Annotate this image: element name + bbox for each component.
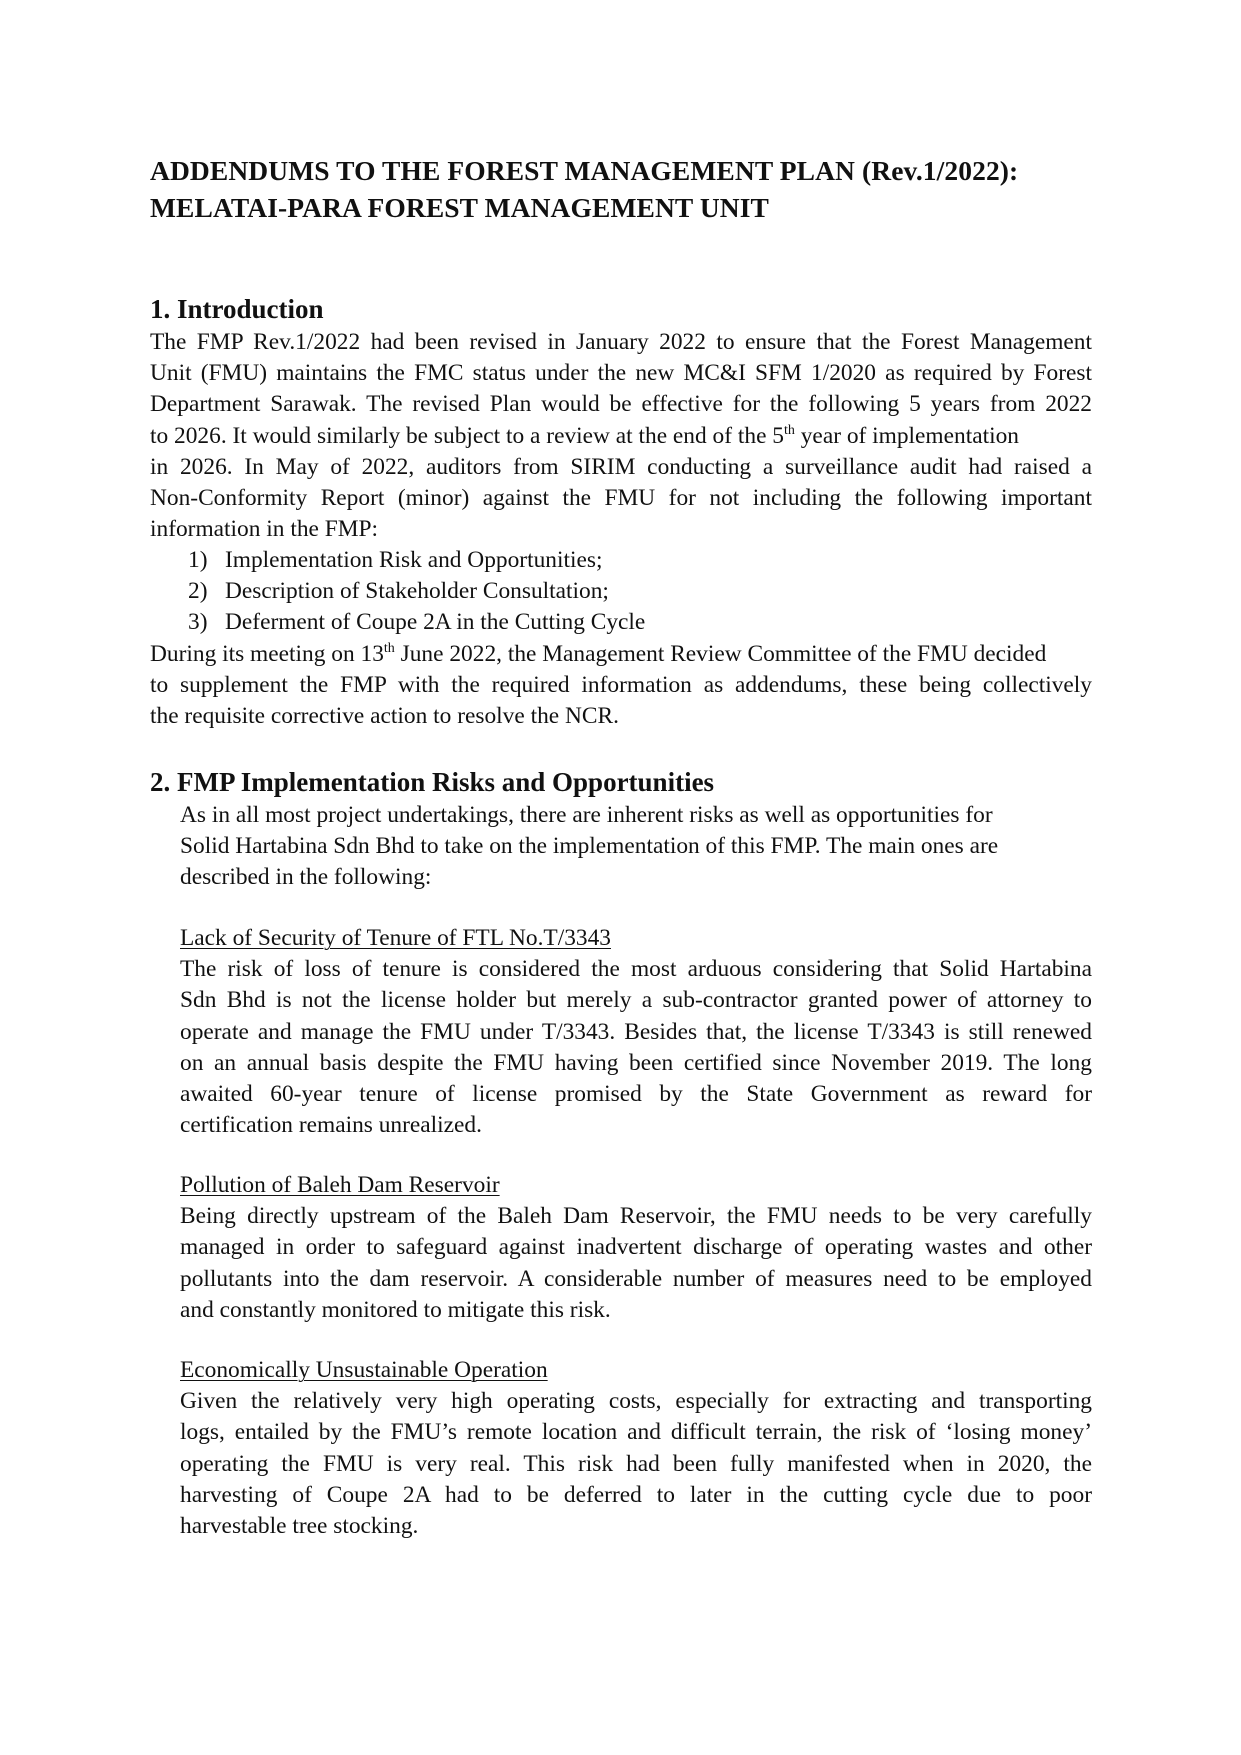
risks-intro-line-2: Solid Hartabina Sdn Bhd to take on the implementation of this FMP. The main ones are (180, 833, 999, 860)
risk-economic (180, 1355, 1092, 1542)
list-item (188, 576, 645, 607)
risk-pollution-line-1: Being directly upstream of the Baleh Dam Reservoir, the FMU needs to be very carefully (180, 1203, 1092, 1230)
addendum-list (188, 545, 645, 639)
decision-line-3: the requisite corrective action to resolve the NCR. (150, 703, 619, 730)
intro-line-4-tail: year of implementation (794, 422, 1019, 449)
list-number: 1) (188, 547, 208, 573)
list-item (188, 607, 645, 638)
decision-line-1-tail: June 2022, the Management Review Committee of the FMU decided (394, 641, 1047, 667)
decision-line-1-head: During its meeting on 13 (150, 641, 384, 667)
intro-line-5: in 2026. In May of 2022, auditors from SIRIM conducting a surveillance audit had raised a (150, 453, 1092, 480)
risk-tenure-line-1: The risk of loss of tenure is considered the most arduous considering that Solid Hartabina (180, 956, 1092, 983)
ordinal-suffix: th (784, 422, 795, 438)
risk-pollution-title: Pollution of Baleh Dam Reservoir (180, 1172, 500, 1198)
risks-intro-line-3: described in the following: (180, 864, 432, 891)
risk-economic-title: Economically Unsustainable Operation (180, 1357, 548, 1383)
list-item (188, 545, 645, 576)
risk-pollution-line-3: pollutants into the dam reservoir. A considerable number of measures need to be employed (180, 1265, 1092, 1292)
ordinal-suffix: th (383, 641, 395, 657)
list-text: Deferment of Coupe 2A in the Cutting Cycle (225, 609, 646, 636)
intro-line-2: Unit (FMU) maintains the FMC status under the new MC&I SFM 1/2020 as required by Forest (150, 360, 1092, 387)
list-number: 2) (188, 578, 208, 605)
risk-pollution-line-2: managed in order to safeguard against inadvertent discharge of operating wastes and other (180, 1234, 1092, 1261)
intro-line-7: information in the FMP: (150, 516, 379, 543)
list-text: Description of Stakeholder Consultation; (225, 578, 609, 605)
intro-line-3: Department Sarawak. The revised Plan would be effective for the following 5 years from 2022 (150, 391, 1092, 418)
risks-intro (180, 800, 1060, 894)
title-line-1: ADDENDUMS TO THE FOREST MANAGEMENT PLAN (Rev.1/2022): (150, 155, 1019, 186)
risk-economic-line-5: harvestable tree stocking. (180, 1513, 419, 1540)
document-title (150, 152, 1110, 226)
risks-intro-line-1: As in all most project undertakings, there are inherent risks as well as opportunities for (180, 802, 993, 828)
risk-tenure-line-3: operate and manage the FMU under T/3343. Besides that, the license T/3343 is still renewed (180, 1018, 1092, 1045)
risk-tenure-title: Lack of Security of Tenure of FTL No.T/3343 (180, 925, 611, 951)
risk-tenure-line-5: awaited 60-year tenure of license promised by the State Government as reward for (180, 1081, 1092, 1108)
intro-line-1: The FMP Rev.1/2022 had been revised in January 2022 to ensure that the Forest Management (150, 329, 1092, 355)
decision-paragraph (150, 639, 1092, 733)
risk-tenure-line-4: on an annual basis despite the FMU having been certified since November 2019. The long (180, 1049, 1092, 1076)
risk-tenure (180, 923, 1092, 1141)
risk-economic-line-4: harvesting of Coupe 2A had to be deferred to later in the cutting cycle due to poor (180, 1481, 1092, 1508)
risk-economic-line-3: operating the FMU is very real. This risk had been fully manifested when in 2020, the (180, 1450, 1092, 1477)
intro-line-4-text (150, 421, 1019, 452)
risk-tenure-line-6: certification remains unrealized. (180, 1112, 482, 1139)
risk-pollution (180, 1170, 1092, 1326)
section-2-heading: 2. FMP Implementation Risks and Opportunities (150, 767, 715, 797)
risk-economic-line-1: Given the relatively very high operating costs, especially for extracting and transporting (180, 1388, 1092, 1415)
intro-line-6: Non-Conformity Report (minor) against the FMU for not including the following important (150, 485, 1092, 512)
intro-paragraph (150, 327, 1092, 545)
section-1-heading: 1. Introduction (150, 294, 324, 324)
list-text: Implementation Risk and Opportunities; (225, 547, 603, 573)
list-number: 3) (188, 609, 208, 636)
risk-tenure-line-2: Sdn Bhd is not the license holder but merely a sub-contractor granted power of attorney to (180, 987, 1092, 1014)
risk-economic-line-2: logs, entailed by the FMU’s remote location and difficult terrain, the risk of ‘losing money’ (180, 1419, 1092, 1446)
title-line-2: MELATAI-PARA FOREST MANAGEMENT UNIT (150, 192, 769, 223)
decision-line-2: to supplement the FMP with the required information as addendums, these being collectively (150, 672, 1092, 699)
decision-line-1 (150, 639, 1092, 670)
intro-line-4 (150, 421, 1092, 452)
risk-pollution-line-4: and constantly monitored to mitigate this risk. (180, 1296, 611, 1323)
intro-line-4-head: to 2026. It would similarly be subject to a review at the end of the 5 (150, 422, 784, 449)
